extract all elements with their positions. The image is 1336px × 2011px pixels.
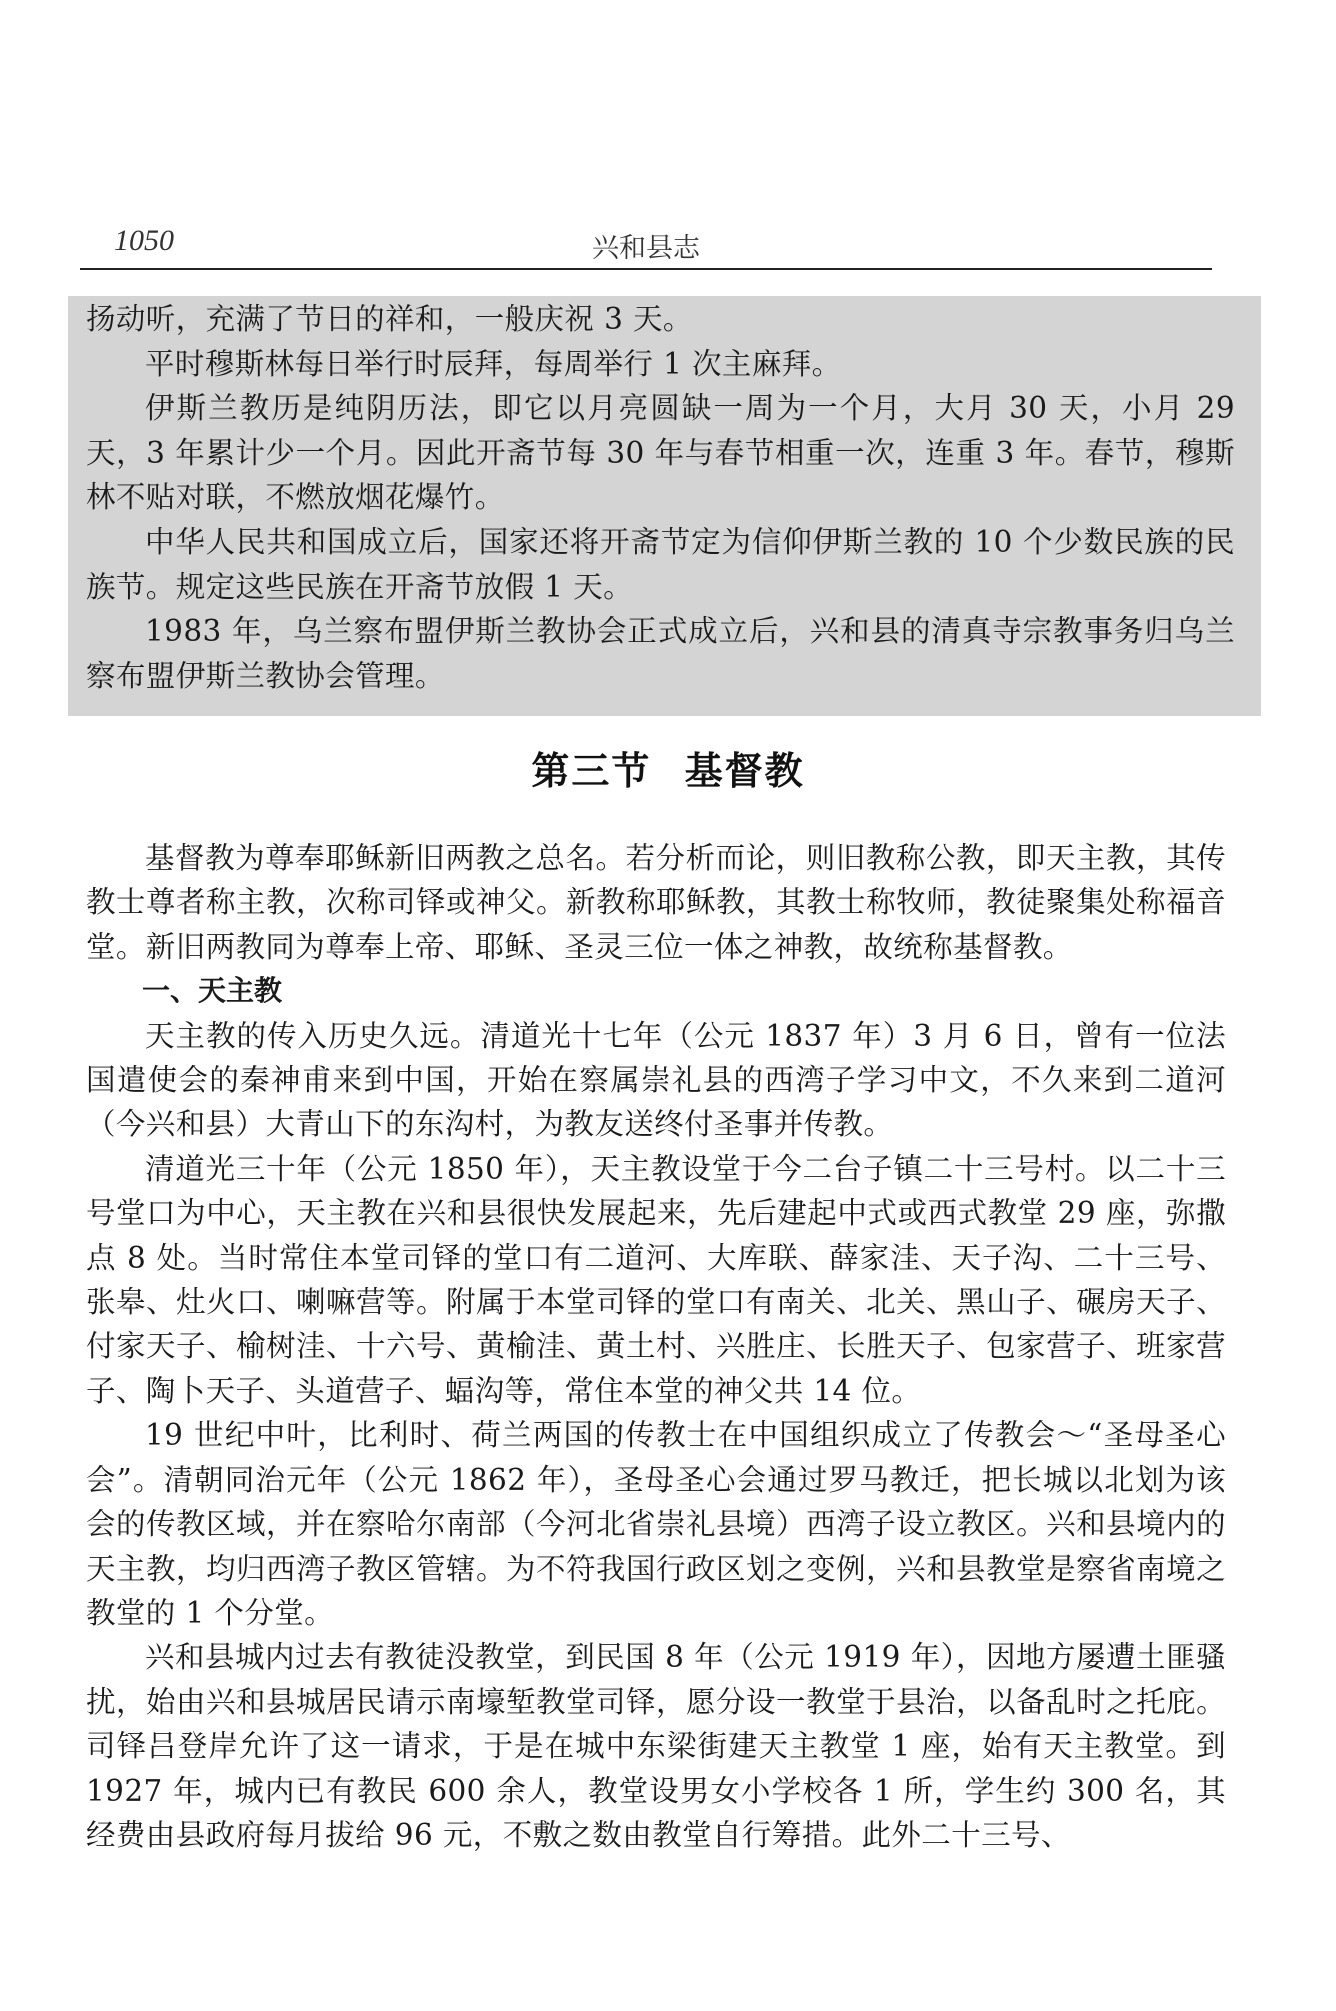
paragraph: 清道光三十年（公元 1850 年），天主教设堂于今二台子镇二十三号村。以二十三号堂口为中心，天主教在兴和县很快发展起来，先后建起中式或西式教堂 29 座，弥撒点 8 处。当时常住本堂司铎的堂口有二道河、大库联、薛家洼、天子沟、二十三号、张皋、灶火口、喇嘛营等。附属于本堂司铎的堂口有南关、北关、黑山子、碾房天子、付家天子、榆树洼、十六号、黄榆洼、黄土村、兴胜庄、长胜天子、包家营子、班家营子、陶卜天子、头道营子、蝠沟等，常住本堂的神父共 14 位。	[86, 1151, 1226, 1408]
paragraph: 扬动听，充满了节日的祥和，一般庆祝 3 天。	[86, 302, 693, 336]
paragraph: 中华人民共和国成立后，国家还将开斋节定为信仰伊斯兰教的 10 个少数民族的民族节。规定这些民族在开斋节放假 1 天。	[86, 524, 1235, 604]
paragraph: 平时穆斯林每日举行时辰拜，每周举行 1 次主麻拜。	[145, 346, 842, 381]
paragraph: 天主教的传入历史久远。清道光十七年（公元 1837 年）3 月 6 日，曾有一位法国遣使会的秦神甫来到中国，开始在察属崇礼县的西湾子学习中文，不久来到二道河（今兴和县）大青山下的东沟村，为教友送终付圣事并传教。	[86, 1018, 1226, 1142]
page-number: 1050	[114, 224, 174, 257]
paragraph: 1983 年，乌兰察布盟伊斯兰教协会正式成立后，兴和县的清真寺宗教事务归乌兰察布盟伊斯兰教协会管理。	[86, 614, 1235, 693]
main-text	[86, 836, 1226, 1857]
paragraph: 兴和县城内过去有教徒没教堂，到民国 8 年（公元 1919 年），因地方屡遭土匪骚扰，始由兴和县城居民请示南壕堑教堂司铎，愿分设一教堂于县治，以备乱时之托庇。司铎吕登岸允许了这一请求，于是在城中东梁街建天主教堂 1 座，始有天主教堂。到 1927 年，城内已有教民 600 余人，教堂设男女小学校各 1 所，学生约 300 名，其经费由县政府每月拔给 96 元，不敷之数由教堂自行筹措。此外二十三号、	[86, 1640, 1226, 1852]
paragraph-intro: 基督教为尊奉耶稣新旧两教之总名。若分析而论，则旧教称公教，即天主教，其传教士尊者称主教，次称司铎或神父。新教称耶稣教，其教士称牧师，教徒聚集处称福音堂。新旧两教同为尊奉上帝、耶稣、圣灵三位一体之神教，故统称基督教。	[86, 841, 1226, 964]
section-title: 第三节 基督教	[531, 749, 805, 793]
highlighted-passage	[68, 296, 1261, 716]
page-header	[80, 218, 1212, 270]
paragraph: 伊斯兰教历是纯阴历法，即它以月亮圆缺一周为一个月，大月 30 天，小月 29 天，3 年累计少一个月。因此开斋节每 30 年与春节相重一次，连重 3 年。春节，穆斯林不贴对联，不燃放烟花爆竹。	[86, 391, 1235, 515]
paragraph: 19 世纪中叶，比利时、荷兰两国的传教士在中国组织成立了传教会～“圣母圣心会”。清朝同治元年（公元 1862 年），圣母圣心会通过罗马教迁，把长城以北划为该会的传教区域，并在察哈尔南部（今河北省崇礼县境）西湾子设立教区。兴和县境内的天主教，均归西湾子教区管辖。为不符我国行政区划之变例，兴和县教堂是察省南境之教堂的 1 个分堂。	[86, 1418, 1226, 1630]
subheading: 一、天主教	[142, 974, 283, 1008]
running-title: 兴和县志	[592, 233, 700, 264]
